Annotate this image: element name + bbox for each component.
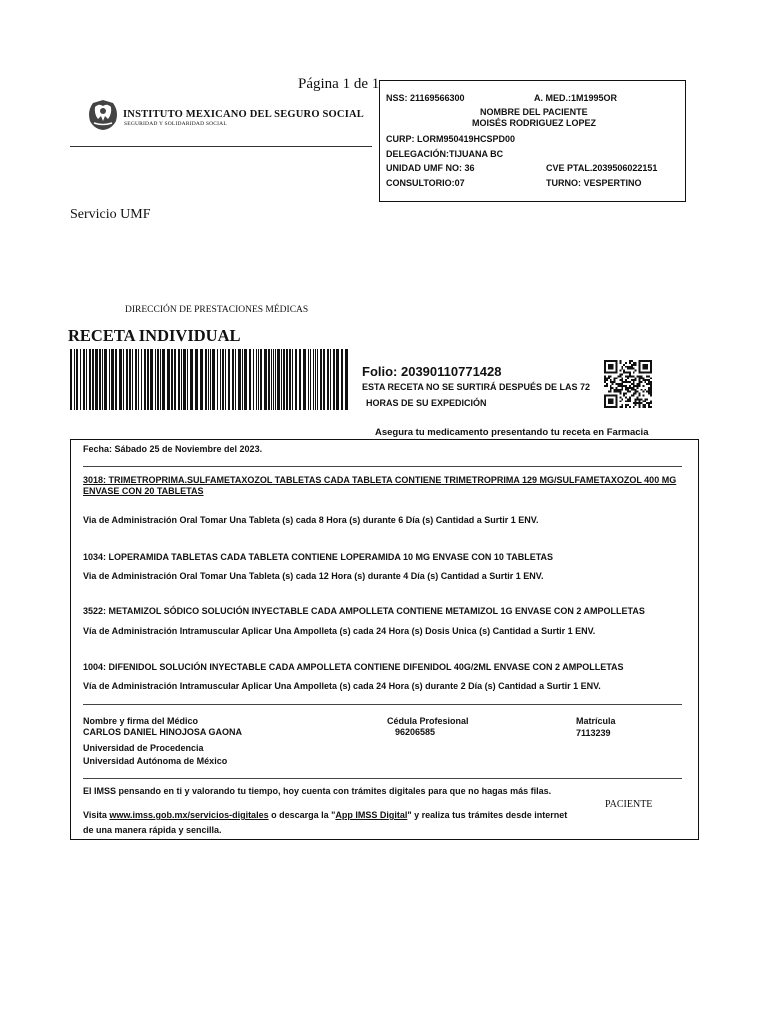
barcode: [70, 349, 350, 410]
imss-eagle-logo-icon: [86, 99, 120, 131]
patient-cve: CVE PTAL.2039506022151: [546, 163, 658, 173]
patient-unidad: UNIDAD UMF NO: 36: [386, 163, 475, 173]
patient-name: MOISÉS RODRIGUEZ LOPEZ: [472, 118, 597, 128]
patient-info-box: [379, 80, 686, 202]
qr-code: [604, 359, 652, 409]
document-title: RECETA INDIVIDUAL: [68, 326, 241, 345]
university-label: Universidad de Procedencia: [83, 743, 204, 753]
patient-name-label: NOMBRE DEL PACIENTE: [480, 107, 588, 117]
validity-notice-line-1: ESTA RECETA NO SE SURTIRÁ DESPUÉS DE LAS 72: [362, 382, 591, 392]
patient-delegacion: DELEGACIÓN:TIJUANA BC: [386, 149, 504, 159]
doctor-university: Universidad Autónoma de México: [83, 756, 228, 766]
page-number: Página 1 de 1: [298, 76, 380, 92]
medication-2-title: 1034: LOPERAMIDA TABLETAS CADA TABLETA CONTIENE LOPERAMIDA 10 MG ENVASE CON 10 TABLETAS: [83, 552, 554, 562]
prescription-box: [70, 439, 699, 840]
divider: [83, 466, 682, 467]
institution-name: INSTITUTO MEXICANO DEL SEGURO SOCIAL: [123, 109, 364, 120]
prescription-date: Fecha: Sábado 25 de Noviembre del 2023.: [83, 444, 263, 454]
patient-turno: TURNO: VESPERTINO: [546, 178, 642, 188]
matricula-value: 7113239: [576, 728, 611, 738]
medication-3-title: 3522: METAMIZOL SÓDICO SOLUCIÓN INYECTABLE CADA AMPOLLETA CONTIENE METAMIZOL 1G ENVASE CON 2 AMPOLLETAS: [83, 606, 645, 616]
header-divider: [70, 146, 372, 147]
medication-1-title-cont: ENVASE CON 20 TABLETAS: [83, 486, 204, 496]
medication-3-dosage: Vía de Administración Intramuscular Aplicar Una Ampolleta (s) cada 24 Hora (s) Dosis Unica (s) Cantidad a Surtir 1 ENV.: [83, 626, 596, 636]
medication-4-title: 1004: DIFENIDOL SOLUCIÓN INYECTABLE CADA AMPOLLETA CONTIENE DIFENIDOL 40G/2ML ENVASE CON 2 AMPOLLETAS: [83, 662, 624, 672]
patient-consultorio: CONSULTORIO:07: [386, 178, 465, 188]
service-label: Servicio UMF: [70, 207, 151, 222]
cedula-value: 96206585: [395, 727, 436, 737]
divider: [83, 704, 682, 705]
patient-curp: CURP: LORM950419HCSPD00: [386, 134, 516, 144]
folio-number: Folio: 20390110771428: [362, 364, 502, 379]
pharmacy-note: Asegura tu medicamento presentando tu receta en Farmacia: [375, 427, 649, 438]
validity-notice-line-2: HORAS DE SU EXPEDICIÓN: [366, 398, 487, 408]
medication-4-dosage: Vía de Administración Intramuscular Aplicar Una Ampolleta (s) cada 24 Hora (s) durante 2 Día (s) Cantidad a Surtir 1 ENV.: [83, 681, 601, 691]
medication-1-title: 3018: TRIMETROPRIMA.SULFAMETAXOZOL TABLETAS CADA TABLETA CONTIENE TRIMETROPRIMA 129 MG/SULFAMETAXOZOL 400 MG: [83, 475, 677, 485]
imss-website-link[interactable]: www.imss.gob.mx/servicios-digitales: [109, 810, 269, 820]
medication-1-dosage: Via de Administración Oral Tomar Una Tableta (s) cada 8 Hora (s) durante 6 Día (s) Cantidad a Surtir 1 ENV.: [83, 515, 539, 525]
patient-amed: A. MED.:1M1995OR: [534, 93, 618, 103]
imss-app-link[interactable]: App IMSS Digital: [335, 810, 408, 820]
patient-nss: NSS: 21169566300: [386, 93, 465, 103]
doctor-name-label: Nombre y firma del Médico: [83, 716, 199, 726]
doctor-name: CARLOS DANIEL HINOJOSA GAONA: [83, 727, 243, 737]
footer-closing-line: de una manera rápida y sencilla.: [83, 825, 222, 835]
matricula-label: Matrícula: [576, 716, 616, 726]
footer-digital-notice: El IMSS pensando en ti y valorando tu tiempo, hoy cuenta con trámites digitales para que no hagas más filas.: [83, 786, 552, 796]
institution-subtitle: SEGURIDAD Y SOLIDARIDAD SOCIAL: [124, 121, 227, 127]
cedula-label: Cédula Profesional: [387, 716, 469, 726]
footer-visit-line: Visita www.imss.gob.mx/servicios-digitales o descarga la "App IMSS Digital" y realiza tus trámites desde internet: [83, 810, 568, 820]
divider: [83, 778, 682, 779]
copy-label: PACIENTE: [605, 799, 653, 810]
medication-2-dosage: Via de Administración Oral Tomar Una Tableta (s) cada 12 Hora (s) durante 4 Día (s) Cantidad a Surtir 1 ENV.: [83, 571, 544, 581]
department-label: DIRECCIÓN DE PRESTACIONES MÉDICAS: [125, 305, 309, 315]
